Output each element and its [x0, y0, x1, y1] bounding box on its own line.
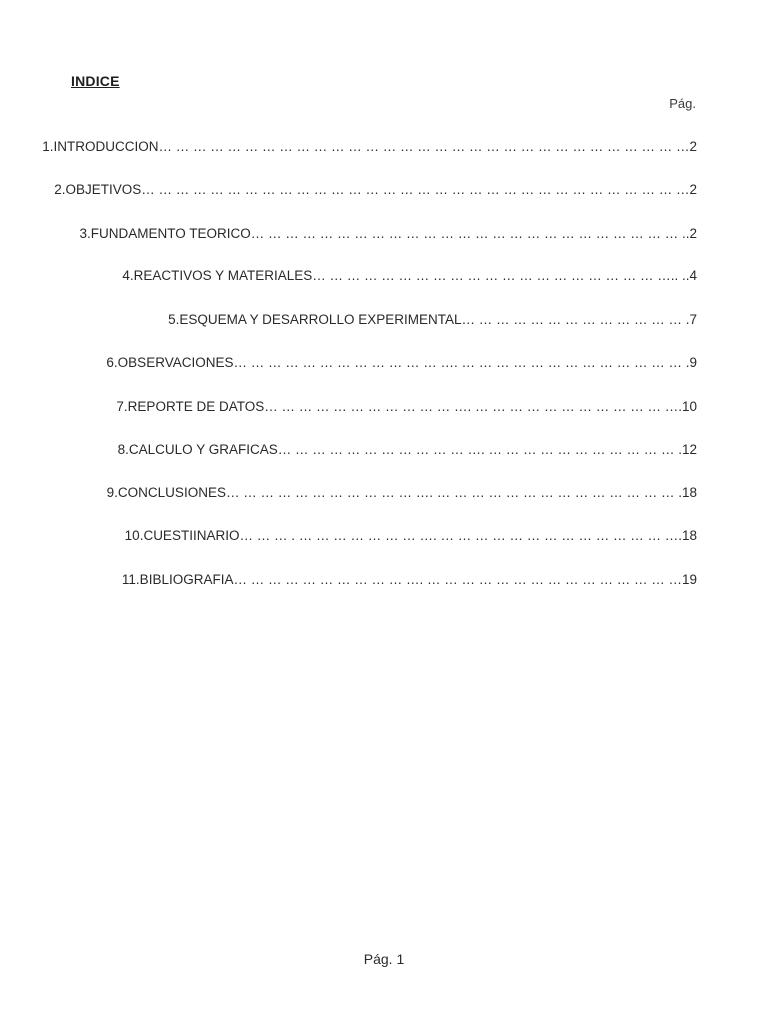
index-title: INDICE: [71, 73, 120, 89]
toc-entry: 7.REPORTE DE DATOS… … … … … … … … … … … …. … … … … … … … … … … … ….10: [116, 399, 697, 414]
toc-entry: 5.ESQUEMA Y DESARROLLO EXPERIMENTAL… … … … … … … … … … … … … .7: [168, 312, 697, 327]
toc-entry: 9.CONCLUSIONES… … … … … … … … … … … …. … … … … … … … … … … … … … … .18: [106, 485, 697, 500]
page-column-header: Pág.: [669, 96, 696, 111]
toc-entry: 2.OBJETIVOS… … … … … … … … … … … … … … … … … … … … … … … … … … … … … … … …2: [54, 182, 697, 197]
toc-entry: 1.INTRODUCCION… … … … … … … … … … … … … … … … … … … … … … … … … … … … … … …2: [42, 139, 697, 154]
toc-entry: 8.CALCULO Y GRAFICAS… … … … … … … … … … … …. … … … … … … … … … … … .12: [117, 442, 697, 457]
toc-entry: 11.BIBLIOGRAFIA… … … … … … … … … … …. … … … … … … … … … … … … … … …19: [121, 572, 697, 587]
page-footer: Pág. 1: [363, 951, 405, 967]
toc-entry: 4.REACTIVOS Y MATERIALES… … … … … … … … … … … … … … … … … … … … ….. ..4: [122, 268, 697, 283]
toc-entry: 10.CUESTIINARIO… … … . … … … … … … … …. … … … … … … … … … … … … … ….18: [124, 528, 697, 543]
toc-entry: 6.OBSERVACIONES… … … … … … … … … … … … …. … … … … … … … … … … … … … .9: [106, 355, 697, 370]
toc-entry: 3.FUNDAMENTO TEORICO… … … … … … … … … … … … … … … … … … … … … … … … … ..2: [79, 226, 697, 241]
